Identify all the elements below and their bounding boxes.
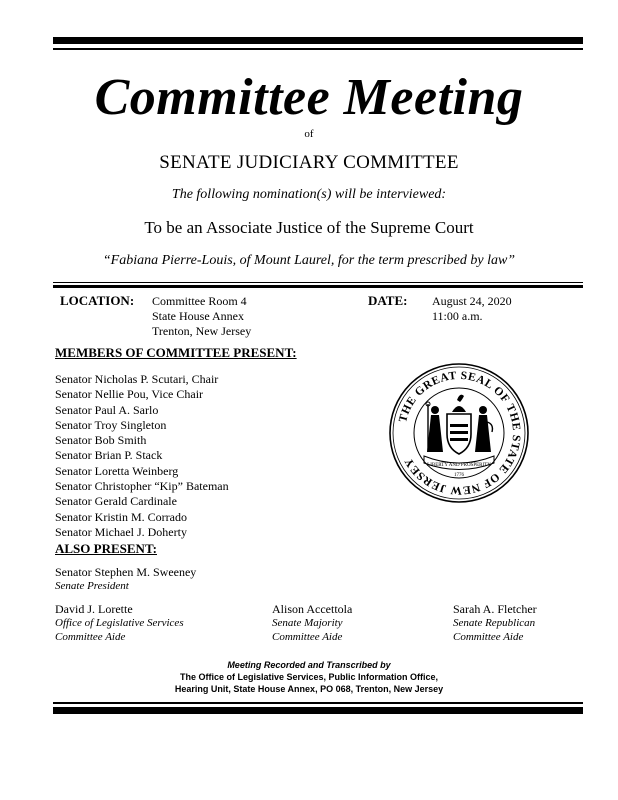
list-item: Senator Brian P. Stack <box>55 448 163 463</box>
list-item: Senator Nellie Pou, Vice Chair <box>55 387 204 402</box>
staff-name: Alison Accettola <box>272 602 353 616</box>
seal-year-text: 1776 <box>454 473 464 478</box>
date-label: DATE: <box>368 293 408 308</box>
seal-ribbon-text: LIBERTY AND PROSPERITY <box>427 463 491 468</box>
footer-line-1: Meeting Recorded and Transcribed by <box>227 660 391 670</box>
list-item: Senator Troy Singleton <box>55 417 167 432</box>
list-item: Senator Nicholas P. Scutari, Chair <box>55 372 219 386</box>
staff-role: Committee Aide <box>453 631 524 643</box>
location-line: Committee Room 4 <box>152 294 247 308</box>
nomination-position: To be an Associate Justice of the Supreme Court <box>144 218 474 237</box>
location-line: State House Annex <box>152 309 244 323</box>
staff-block-2 <box>272 602 352 644</box>
time-line: 11:00 a.m. <box>432 309 483 323</box>
staff-office: Senate Majority <box>272 617 343 629</box>
staff-role: Committee Aide <box>55 631 126 643</box>
committee-name: SENATE JUDICIARY COMMITTEE <box>159 152 459 173</box>
staff-office: Office of Legislative Services <box>55 617 184 629</box>
staff-name: Sarah A. Fletcher <box>453 602 537 616</box>
location-label: LOCATION: <box>60 293 135 308</box>
staff-name: David J. Lorette <box>55 602 133 616</box>
location-line: Trenton, New Jersey <box>152 324 252 338</box>
top-rule-thin <box>53 48 583 50</box>
date-block <box>432 294 512 324</box>
staff-block-3 <box>453 602 537 644</box>
location-block <box>152 294 251 339</box>
footer-line-2: The Office of Legislative Services, Public Information Office, <box>179 672 439 682</box>
person-title: Senate President <box>55 580 129 592</box>
nominee-line: “Fabiana Pierre-Louis, of Mount Laurel, for the term prescribed by law” <box>102 253 516 268</box>
bottom-rule-thin <box>53 702 583 704</box>
document-title: Committee Meeting <box>94 69 524 126</box>
title-of: of <box>304 128 314 140</box>
staff-office: Senate Republican <box>453 617 536 629</box>
person-name: Senator Stephen M. Sweeney <box>55 565 197 579</box>
senate-president-block <box>55 565 196 593</box>
footer <box>0 659 618 695</box>
date-line: August 24, 2020 <box>432 294 512 308</box>
staff-role: Committee Aide <box>272 631 343 643</box>
list-item: Senator Kristin M. Corrado <box>55 509 187 524</box>
state-seal-icon <box>388 362 530 504</box>
list-item: Senator Christopher “Kip” Bateman <box>55 479 229 494</box>
list-item: Senator Paul A. Sarlo <box>55 402 159 417</box>
list-item: Senator Bob Smith <box>55 433 147 448</box>
staff-block-1 <box>55 602 184 644</box>
mid-rule-thin <box>53 282 583 283</box>
list-item: Senator Loretta Weinberg <box>55 463 179 478</box>
also-present-heading: ALSO PRESENT: <box>55 541 157 556</box>
mid-rule-thick <box>53 285 583 288</box>
list-item: Senator Michael J. Doherty <box>55 524 187 539</box>
nomination-subtitle: The following nomination(s) will be interviewed: <box>171 187 447 202</box>
list-item: Senator Gerald Cardinale <box>55 494 177 509</box>
seal-ring-text: THE GREAT SEAL OF THE STATE OF NEW JERSEY <box>397 369 523 497</box>
footer-line-3: Hearing Unit, State House Annex, PO 068, Trenton, New Jersey <box>174 684 444 694</box>
members-list <box>55 372 229 540</box>
bottom-rule-thick <box>53 707 583 714</box>
top-rule-thick <box>53 37 583 44</box>
members-heading: MEMBERS OF COMMITTEE PRESENT: <box>55 345 297 360</box>
